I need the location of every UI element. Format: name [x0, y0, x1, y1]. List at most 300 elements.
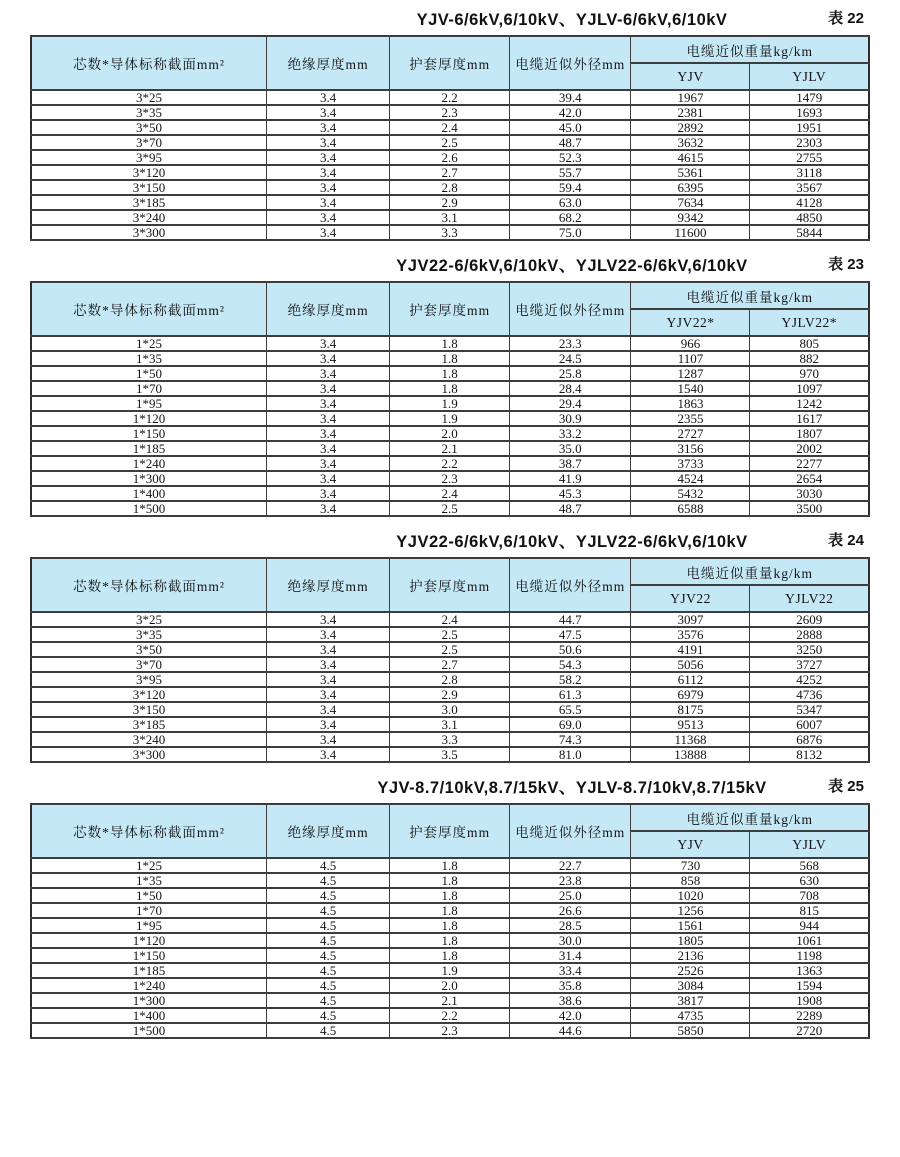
table-row [31, 90, 869, 105]
table-cell: 1*300 [31, 993, 266, 1008]
table-cell: 3.4 [266, 471, 389, 486]
header-core-section: 芯数*导体标称截面mm² [31, 36, 266, 90]
table-cell: 6112 [631, 672, 750, 687]
table-cell: 3*70 [31, 657, 266, 672]
table-cell: 3500 [750, 501, 869, 516]
table-cell: 1*400 [31, 486, 266, 501]
table-cell: 26.6 [509, 903, 631, 918]
table-cell: 1.8 [390, 873, 510, 888]
table-cell: 4.5 [266, 873, 389, 888]
table-row [31, 732, 869, 747]
table-row [31, 351, 869, 366]
table-cell: 6395 [631, 180, 750, 195]
table-cell: 4.5 [266, 858, 389, 873]
table-cell: 2002 [750, 441, 869, 456]
table-cell: 2654 [750, 471, 869, 486]
table-cell: 3*300 [31, 747, 266, 762]
table-cell: 2720 [750, 1023, 869, 1038]
table-cell: 3*120 [31, 687, 266, 702]
table-cell: 58.2 [509, 672, 631, 687]
table-cell: 3.1 [390, 210, 510, 225]
table-row [31, 396, 869, 411]
table-cell: 3733 [631, 456, 750, 471]
table-22-title-row [30, 6, 870, 30]
table-cell: 2.5 [390, 501, 510, 516]
table-cell: 3.4 [266, 672, 389, 687]
table-row [31, 627, 869, 642]
table-row [31, 672, 869, 687]
table-cell: 1*50 [31, 888, 266, 903]
table-cell: 3097 [631, 612, 750, 627]
table-cell: 55.7 [509, 165, 631, 180]
header-sheath-thickness: 护套厚度mm [390, 282, 510, 336]
table-cell: 630 [750, 873, 869, 888]
table-row [31, 903, 869, 918]
table-cell: 38.6 [509, 993, 631, 1008]
table-23-title: YJV22-6/6kV,6/10kV、YJLV22-6/6kV,6/10kV [396, 257, 748, 275]
header-weight-yjlv22: YJLV22* [750, 309, 869, 336]
table-cell: 4.5 [266, 888, 389, 903]
table-cell: 7634 [631, 195, 750, 210]
table-cell: 42.0 [509, 1008, 631, 1023]
table-cell: 2.0 [390, 978, 510, 993]
table-cell: 63.0 [509, 195, 631, 210]
table-cell: 35.0 [509, 441, 631, 456]
table-row [31, 918, 869, 933]
header-insulation-thickness: 绝缘厚度mm [266, 282, 389, 336]
table-cell: 1*185 [31, 441, 266, 456]
table-cell: 2.6 [390, 150, 510, 165]
table-cell: 44.6 [509, 1023, 631, 1038]
table-cell: 23.8 [509, 873, 631, 888]
table-25-title: YJV-8.7/10kV,8.7/15kV、YJLV-8.7/10kV,8.7/15kV [377, 779, 767, 797]
table-cell: 3*240 [31, 732, 266, 747]
table-cell: 6007 [750, 717, 869, 732]
table-row [31, 120, 869, 135]
table-row [31, 642, 869, 657]
table-cell: 3817 [631, 993, 750, 1008]
table-cell: 23.3 [509, 336, 631, 351]
table-cell: 3.4 [266, 135, 389, 150]
table-cell: 30.9 [509, 411, 631, 426]
table-cell: 33.2 [509, 426, 631, 441]
table-25-body [31, 858, 869, 1038]
table-cell: 3.4 [266, 426, 389, 441]
table-cell: 2.3 [390, 471, 510, 486]
table-row [31, 873, 869, 888]
table-cell: 4.5 [266, 933, 389, 948]
table-cell: 4.5 [266, 993, 389, 1008]
table-row [31, 933, 869, 948]
header-core-section: 芯数*导体标称截面mm² [31, 558, 266, 612]
header-outer-diameter: 电缆近似外径mm [509, 282, 631, 336]
table-cell: 1*120 [31, 411, 266, 426]
table-cell: 5844 [750, 225, 869, 240]
table-cell: 3.4 [266, 351, 389, 366]
table-cell: 3*300 [31, 225, 266, 240]
table-cell: 1967 [631, 90, 750, 105]
table-cell: 3.4 [266, 702, 389, 717]
table-cell: 25.0 [509, 888, 631, 903]
table-cell: 3.4 [266, 195, 389, 210]
table-cell: 1.8 [390, 903, 510, 918]
table-cell: 2.2 [390, 90, 510, 105]
table-cell: 4.5 [266, 1023, 389, 1038]
table-cell: 1*25 [31, 336, 266, 351]
table-cell: 805 [750, 336, 869, 351]
table-row [31, 948, 869, 963]
table-row [31, 105, 869, 120]
table-cell: 2609 [750, 612, 869, 627]
table-cell: 1107 [631, 351, 750, 366]
table-row [31, 993, 869, 1008]
table-cell: 3.4 [266, 642, 389, 657]
table-cell: 28.4 [509, 381, 631, 396]
table-cell: 2.5 [390, 135, 510, 150]
table-row [31, 210, 869, 225]
table-cell: 59.4 [509, 180, 631, 195]
table-cell: 2.1 [390, 441, 510, 456]
table-cell: 1.8 [390, 948, 510, 963]
table-cell: 3.4 [266, 687, 389, 702]
table-cell: 1.8 [390, 336, 510, 351]
table-cell: 48.7 [509, 135, 631, 150]
header-weight-yjv: YJV [631, 63, 750, 90]
table-cell: 2.7 [390, 165, 510, 180]
table-cell: 4850 [750, 210, 869, 225]
table-cell: 2.8 [390, 672, 510, 687]
table-cell: 3727 [750, 657, 869, 672]
table-cell: 2.4 [390, 486, 510, 501]
table-cell: 1908 [750, 993, 869, 1008]
table-cell: 41.9 [509, 471, 631, 486]
table-cell: 1.8 [390, 366, 510, 381]
table-cell: 1*240 [31, 456, 266, 471]
table-cell: 1*35 [31, 351, 266, 366]
table-cell: 44.7 [509, 612, 631, 627]
table-cell: 3*95 [31, 672, 266, 687]
table-cell: 2526 [631, 963, 750, 978]
table-cell: 3*50 [31, 642, 266, 657]
table-cell: 3084 [631, 978, 750, 993]
table-cell: 858 [631, 873, 750, 888]
table-24-body [31, 612, 869, 762]
table-cell: 1287 [631, 366, 750, 381]
table-cell: 4128 [750, 195, 869, 210]
table-cell: 1*150 [31, 948, 266, 963]
table-cell: 1061 [750, 933, 869, 948]
table-cell: 2.4 [390, 612, 510, 627]
table-cell: 3*70 [31, 135, 266, 150]
header-weight-group: 电缆近似重量kg/km [631, 282, 869, 309]
table-cell: 2277 [750, 456, 869, 471]
table-cell: 1.8 [390, 351, 510, 366]
table-cell: 3*240 [31, 210, 266, 225]
table-cell: 4.5 [266, 978, 389, 993]
table-cell: 1*185 [31, 963, 266, 978]
table-cell: 1.8 [390, 933, 510, 948]
header-weight-yjv22: YJV22* [631, 309, 750, 336]
table-cell: 2888 [750, 627, 869, 642]
table-cell: 1*50 [31, 366, 266, 381]
table-cell: 2.4 [390, 120, 510, 135]
table-cell: 3.4 [266, 105, 389, 120]
table-cell: 5056 [631, 657, 750, 672]
table-cell: 1.9 [390, 963, 510, 978]
table-cell: 4191 [631, 642, 750, 657]
table-cell: 28.5 [509, 918, 631, 933]
table-cell: 3.4 [266, 441, 389, 456]
table-cell: 3.5 [390, 747, 510, 762]
table-row [31, 963, 869, 978]
table-cell: 45.0 [509, 120, 631, 135]
catalog-page [0, 6, 900, 1039]
table-cell: 1020 [631, 888, 750, 903]
table-cell: 970 [750, 366, 869, 381]
table-cell: 3.4 [266, 657, 389, 672]
table-cell: 4735 [631, 1008, 750, 1023]
table-25-title-row [30, 774, 870, 798]
table-row [31, 456, 869, 471]
table-cell: 47.5 [509, 627, 631, 642]
table-cell: 1363 [750, 963, 869, 978]
table-cell: 35.8 [509, 978, 631, 993]
table-cell: 22.7 [509, 858, 631, 873]
header-weight-yjv22: YJV22 [631, 585, 750, 612]
table-cell: 2727 [631, 426, 750, 441]
header-weight-yjlv: YJLV [750, 63, 869, 90]
table-row [31, 471, 869, 486]
header-outer-diameter: 电缆近似外径mm [509, 558, 631, 612]
table-cell: 3*185 [31, 717, 266, 732]
table-cell: 2355 [631, 411, 750, 426]
table-cell: 3*120 [31, 165, 266, 180]
table-cell: 24.5 [509, 351, 631, 366]
table-cell: 3*35 [31, 105, 266, 120]
table-cell: 2.7 [390, 657, 510, 672]
table-cell: 3.4 [266, 396, 389, 411]
table-cell: 3*35 [31, 627, 266, 642]
table-cell: 3.4 [266, 501, 389, 516]
table-cell: 50.6 [509, 642, 631, 657]
table-cell: 1198 [750, 948, 869, 963]
table-cell: 3.4 [266, 717, 389, 732]
table-row [31, 717, 869, 732]
table-cell: 3576 [631, 627, 750, 642]
table-cell: 1.8 [390, 918, 510, 933]
table-cell: 2.3 [390, 1023, 510, 1038]
table-cell: 2136 [631, 948, 750, 963]
table-cell: 3.4 [266, 612, 389, 627]
table-cell: 1*120 [31, 933, 266, 948]
table-row [31, 978, 869, 993]
table-23-title-row [30, 252, 870, 276]
table-cell: 3.4 [266, 180, 389, 195]
table-cell: 4524 [631, 471, 750, 486]
header-weight-group: 电缆近似重量kg/km [631, 36, 869, 63]
table-cell: 2.9 [390, 687, 510, 702]
table-cell: 3567 [750, 180, 869, 195]
table-cell: 1.8 [390, 858, 510, 873]
table-cell: 1*300 [31, 471, 266, 486]
table-cell: 4736 [750, 687, 869, 702]
table-cell: 8132 [750, 747, 869, 762]
table-cell: 3.4 [266, 627, 389, 642]
table-row [31, 426, 869, 441]
table-row [31, 858, 869, 873]
table-cell: 52.3 [509, 150, 631, 165]
table-cell: 1.9 [390, 411, 510, 426]
header-insulation-thickness: 绝缘厚度mm [266, 804, 389, 858]
table-cell: 4615 [631, 150, 750, 165]
table-cell: 3*25 [31, 612, 266, 627]
table-row [31, 336, 869, 351]
table-cell: 1*95 [31, 918, 266, 933]
table-cell: 3.3 [390, 225, 510, 240]
table-cell: 2289 [750, 1008, 869, 1023]
header-outer-diameter: 电缆近似外径mm [509, 804, 631, 858]
table-cell: 6876 [750, 732, 869, 747]
table-cell: 4.5 [266, 948, 389, 963]
table-cell: 1*95 [31, 396, 266, 411]
cable-spec-table-24 [30, 557, 870, 763]
table-cell: 882 [750, 351, 869, 366]
table-row [31, 441, 869, 456]
table-cell: 4.5 [266, 918, 389, 933]
table-cell: 3156 [631, 441, 750, 456]
table-cell: 3.4 [266, 336, 389, 351]
table-cell: 4252 [750, 672, 869, 687]
table-cell: 33.4 [509, 963, 631, 978]
table-cell: 3*150 [31, 702, 266, 717]
table-cell: 3.4 [266, 366, 389, 381]
table-cell: 3250 [750, 642, 869, 657]
table-cell: 39.4 [509, 90, 631, 105]
table-cell: 3.4 [266, 225, 389, 240]
table-cell: 2.5 [390, 642, 510, 657]
header-sheath-thickness: 护套厚度mm [390, 804, 510, 858]
table-row [31, 195, 869, 210]
header-weight-yjlv22: YJLV22 [750, 585, 869, 612]
table-cell: 3.4 [266, 732, 389, 747]
table-cell: 1242 [750, 396, 869, 411]
table-row [31, 747, 869, 762]
header-core-section: 芯数*导体标称截面mm² [31, 282, 266, 336]
table-cell: 3030 [750, 486, 869, 501]
table-cell: 9342 [631, 210, 750, 225]
table-cell: 1*35 [31, 873, 266, 888]
table-cell: 3.3 [390, 732, 510, 747]
table-row [31, 687, 869, 702]
header-weight-group: 电缆近似重量kg/km [631, 558, 869, 585]
table-row [31, 225, 869, 240]
table-cell: 9513 [631, 717, 750, 732]
table-cell: 1.8 [390, 381, 510, 396]
table-cell: 815 [750, 903, 869, 918]
table-cell: 3.4 [266, 486, 389, 501]
table-cell: 3*95 [31, 150, 266, 165]
header-sheath-thickness: 护套厚度mm [390, 36, 510, 90]
table-cell: 2.1 [390, 993, 510, 1008]
table-cell: 31.4 [509, 948, 631, 963]
table-cell: 6979 [631, 687, 750, 702]
table-cell: 1951 [750, 120, 869, 135]
table-row [31, 1008, 869, 1023]
table-22-number: 表 22 [828, 10, 864, 27]
table-cell: 3.4 [266, 381, 389, 396]
table-cell: 4.5 [266, 1008, 389, 1023]
table-cell: 5347 [750, 702, 869, 717]
table-cell: 1693 [750, 105, 869, 120]
table-cell: 13888 [631, 747, 750, 762]
table-row [31, 165, 869, 180]
table-cell: 81.0 [509, 747, 631, 762]
table-cell: 45.3 [509, 486, 631, 501]
table-cell: 1561 [631, 918, 750, 933]
table-cell: 6588 [631, 501, 750, 516]
table-cell: 68.2 [509, 210, 631, 225]
table-cell: 1.9 [390, 396, 510, 411]
table-cell: 3.4 [266, 747, 389, 762]
table-cell: 3*185 [31, 195, 266, 210]
header-insulation-thickness: 绝缘厚度mm [266, 558, 389, 612]
table-cell: 5850 [631, 1023, 750, 1038]
table-23-body [31, 336, 869, 516]
table-cell: 11368 [631, 732, 750, 747]
table-cell: 568 [750, 858, 869, 873]
header-outer-diameter: 电缆近似外径mm [509, 36, 631, 90]
table-row [31, 888, 869, 903]
header-weight-yjlv: YJLV [750, 831, 869, 858]
table-cell: 48.7 [509, 501, 631, 516]
table-cell: 2.5 [390, 627, 510, 642]
table-cell: 4.5 [266, 903, 389, 918]
table-row [31, 366, 869, 381]
table-row [31, 180, 869, 195]
table-cell: 1*70 [31, 903, 266, 918]
table-cell: 2.9 [390, 195, 510, 210]
table-cell: 1863 [631, 396, 750, 411]
table-cell: 42.0 [509, 105, 631, 120]
table-cell: 1*500 [31, 501, 266, 516]
table-cell: 2755 [750, 150, 869, 165]
table-cell: 61.3 [509, 687, 631, 702]
table-cell: 3.0 [390, 702, 510, 717]
table-cell: 1807 [750, 426, 869, 441]
table-cell: 966 [631, 336, 750, 351]
table-cell: 3*150 [31, 180, 266, 195]
table-cell: 3118 [750, 165, 869, 180]
header-insulation-thickness: 绝缘厚度mm [266, 36, 389, 90]
table-24-title-row [30, 528, 870, 552]
table-cell: 69.0 [509, 717, 631, 732]
table-cell: 1.8 [390, 888, 510, 903]
table-cell: 8175 [631, 702, 750, 717]
table-cell: 1*70 [31, 381, 266, 396]
table-cell: 730 [631, 858, 750, 873]
table-cell: 1*500 [31, 1023, 266, 1038]
table-cell: 2892 [631, 120, 750, 135]
table-cell: 74.3 [509, 732, 631, 747]
table-cell: 25.8 [509, 366, 631, 381]
table-cell: 1617 [750, 411, 869, 426]
table-cell: 29.4 [509, 396, 631, 411]
table-cell: 4.5 [266, 963, 389, 978]
table-cell: 1097 [750, 381, 869, 396]
table-row [31, 381, 869, 396]
cable-spec-table-25 [30, 803, 870, 1039]
table-cell: 2.2 [390, 1008, 510, 1023]
